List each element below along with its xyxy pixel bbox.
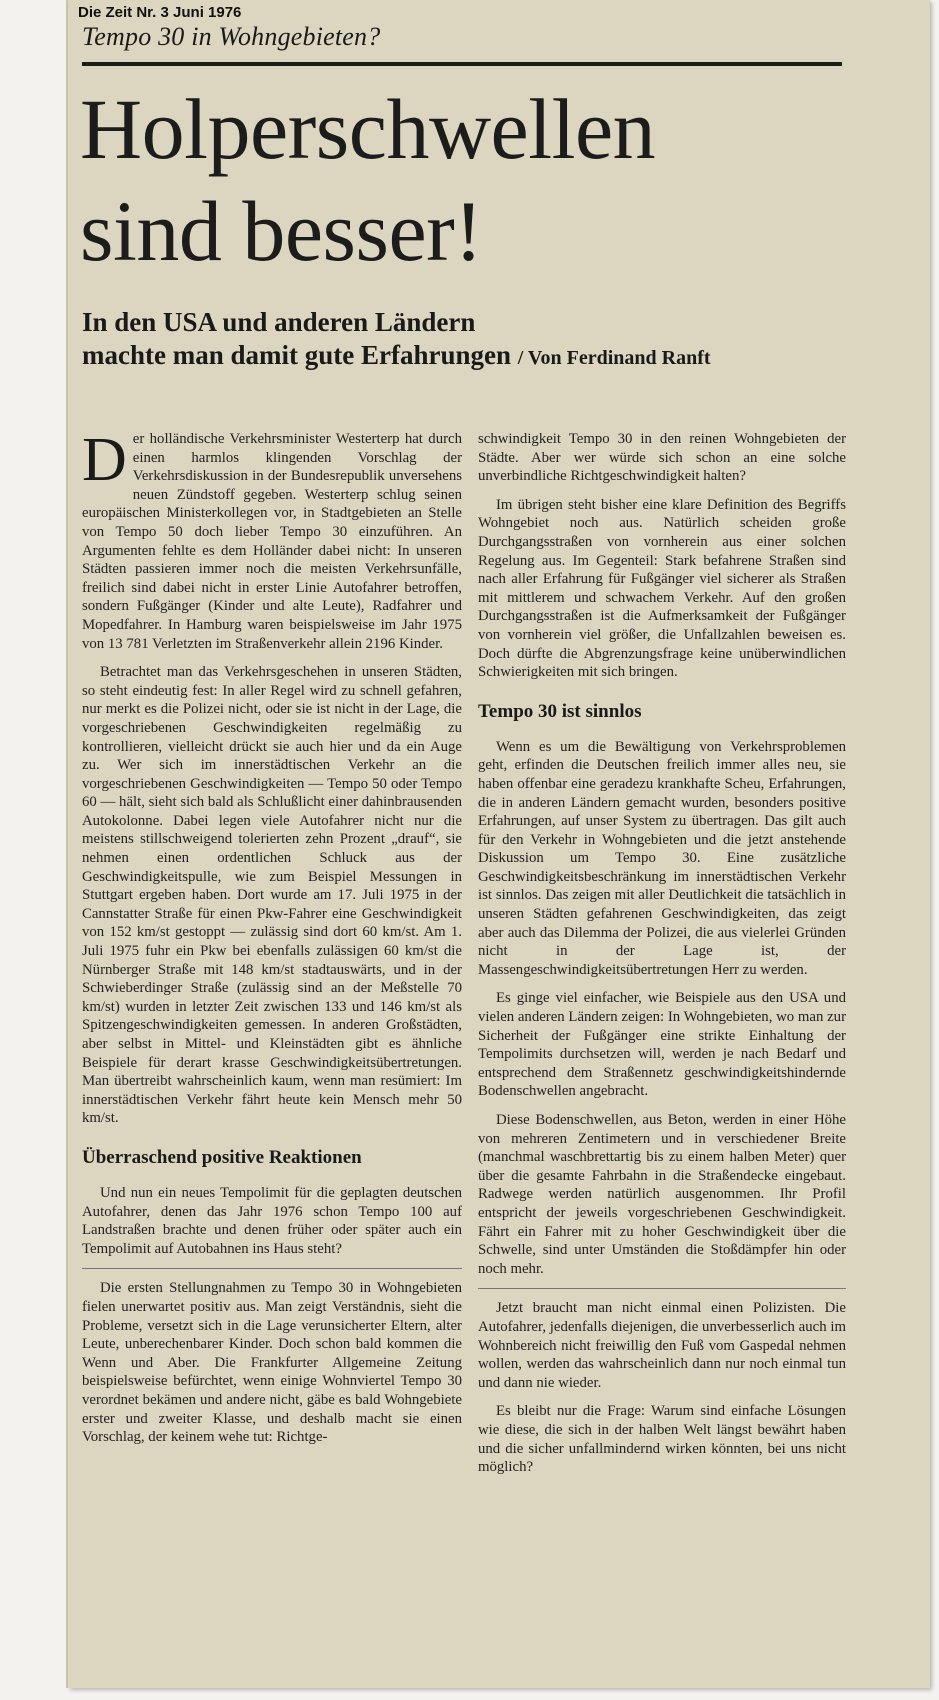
drop-cap: D xyxy=(82,430,127,494)
section-heading: Überraschend positive Reaktionen xyxy=(82,1146,362,1168)
byline: / Von Ferdinand Ranft xyxy=(517,347,711,369)
paragraph: Wenn es um die Bewältigung von Verkehrsproblemen geht, erfinden die Deutschen freilich immer alles neu, sie haben offenbar eine geradezu krankhafte Scheu, Erfahrungen, die in anderen Ländern gemacht wurden, besonders positive Erfahrungen, auf unser System zu übertragen. Das gilt auch für den Verkehr in Wohngebieten und die jetzt anstehende Diskussion um Tempo 30. Eine zusätzliche Geschwindigkeitsbeschränkung im innerstädtischen Verkehr ist sinnlos. Das zeigen mit aller Deutlichkeit die tatsächlich in unseren Städten gefahrenen Geschwindigkeiten, das zeigt aber auch das Dilemma der Polizei, die aus vielerlei Gründen nicht in der Lage ist, der Massengeschwindigkeitsübertretungen Herr zu werden. xyxy=(478,738,846,978)
paragraph: Diese Bodenschwellen, aus Beton, werden in einer Höhe von mehreren Zentimetern und in verschiedener Breite (manchmal waschbrettartig bis zu einem halben Meter) quer über die gesamte Fahrbahn in die Straßendecke eingebaut. Radwege werden natürlich ausgenommen. Ihr Profil entspricht der jeweils vorgeschriebenen Geschwindigkeit. Fährt ein Fahrer mit zu hoher Geschwindigkeit über die Schwelle, sind unter Umständen die Stoßdämpfer hin oder noch mehr. xyxy=(478,1112,846,1277)
section-heading: Tempo 30 ist sinnlos xyxy=(478,700,642,722)
column-1 xyxy=(82,430,462,1670)
paragraph: Im übrigen steht bisher eine klare Definition des Begriffs Wohngebiet noch aus. Natürlich scheiden große Durchgangsstraßen von vornherein aus einer solchen Regelung aus. Im Gegenteil: Stark befahrene Straßen sind nach aller Erfahrung für Fußgänger viel sicherer als Straßen mit mittlerem und schwachem Verkehr. Auf den großen Durchgangsstraßen ist die Aufmerksamkeit der Fußgänger von vornherein viel größer, die Unfallzahlen beweisen es. Doch dürfte die Abgrenzungsfrage keine unüberwindlichen Schwierigkeiten mit sich bringen. xyxy=(478,496,846,681)
subhead-line-2-text: machte man damit gute Erfahrungen xyxy=(82,340,511,370)
headline-line-1: Holperschwellen xyxy=(80,81,656,177)
divider xyxy=(82,1268,462,1269)
source-label: Die Zeit Nr. 3 Juni 1976 xyxy=(78,4,242,21)
top-rule xyxy=(82,62,842,66)
paragraph: Es ginge viel einfacher, wie Beispiele aus den USA und vielen anderen Ländern zeigen: In Wohngebieten, wo man zur Sicherheit der Fußgänger eine strikte Einhaltung der Tempolimits durchsetzen will, werden je nach Bedarf und entsprechend dem Straßennetz geschwindigkeitshindernde Bodenschwellen angebracht. xyxy=(478,990,846,1100)
paragraph-text: er holländische Verkehrsminister Westerterp hat durch einen harmlos klingenden Vorschlag der Verkehrsdiskussion in der Bundesrepublik unversehens neuen Zündstoff gegeben. Westerterp schlug seinen europäischen Ministerkollegen vor, in Stadtgebieten an Stelle von Tempo 50 doch lieber Tempo 30 einzuführen. An Argumenten fehlte es dem Holländer dabei nicht: In unseren Städten passieren immer noch die meisten Verkehrsunfälle, freilich sind dabei nicht in erster Linie Autofahrer betroffen, sondern Fußgänger (Kinder und alte Leute), Radfahrer und Mopedfahrer. In Hamburg waren beispielsweise im Jahr 1975 von 13 781 Verletzten im Straßenverkehr allein 2196 Kinder. xyxy=(82,431,462,652)
column-2 xyxy=(478,430,846,1670)
subhead-line-2 xyxy=(82,339,862,375)
paragraph: Und nun ein neues Tempolimit für die geplagten deutschen Autofahrer, denen das Jahr 1976 schon Tempo 100 auf Landstraßen brachte und denen früher oder später auch ein Tempolimit auf Autobahnen ins Haus steht? xyxy=(82,1184,462,1257)
paragraph: Es bleibt nur die Frage: Warum sind einfache Lösungen wie diese, die sich in der halben Welt längst bewährt haben und die sicher unfallmindernd wirken könnten, bei uns nicht möglich? xyxy=(478,1403,846,1476)
paragraph: Die ersten Stellungnahmen zu Tempo 30 in Wohngebieten fielen unerwartet positiv aus. Man zeigt Verständnis, sieht die Probleme, versetzt sich in die Lage verunsicherter Eltern, alter Leute, unberechenbarer Kinder. Doch schon bald kommen die Wenn und Aber. Die Frankfurter Allgemeine Zeitung beispielsweise befürchtet, wenn einige Wohnviertel Tempo 30 verordnet bekämen und andere nicht, gäbe es bald Wohngebiete erster und zweiter Klasse, und deshalb macht sie einen Vorschlag, der keinem wehe tut: Richtge- xyxy=(82,1280,462,1446)
headline-line-2: sind besser! xyxy=(80,183,483,279)
kicker: Tempo 30 in Wohngebieten? xyxy=(82,22,381,51)
paragraph xyxy=(82,430,462,653)
paragraph: Jetzt braucht man nicht einmal einen Polizisten. Die Autofahrer, jedenfalls diejenigen, die unverbesserlich auch im Wohnbereich nicht freiwillig den Fuß vom Gaspedal nehmen wollen, werden das wahrscheinlich dann nur noch einmal tun und dann nie wieder. xyxy=(478,1300,846,1391)
paragraph: Betrachtet man das Verkehrsgeschehen in unseren Städten, so steht eindeutig fest: In aller Regel wird zu schnell gefahren, nur merkt es die Polizei nicht, oder sie ist nicht in der Lage, die vorgeschriebenen Geschwindigkeiten regelmäßig zu kontrollieren, vielleicht drückt sie auch hier und da ein Auge zu. Wer sich im innerstädtischen Verkehr an die vorgeschriebenen Geschwindigkeiten — Tempo 50 oder Tempo 60 — hält, sieht sich bald als Schlußlicht einer dahinbrausenden Autokolonne. Dabei legen viele Autofahrer nicht nur die meistens stillschweigend tolerierten zehn Prozent „drauf“, sie nehmen einen ordentlichen Schluck aus der Geschwindigkeitspulle, wie zum Beispiel Messungen in Stuttgart ergeben haben. Dort wurde am 17. Juli 1975 in der Cannstatter Straße für einen Pkw-Fahrer eine Geschwindigkeit von 152 km/st gestoppt — zulässig sind dort 60 km/st. Am 1. Juli 1975 fuhr ein Pkw bei ebenfalls zulässigen 60 km/st die Nürnberger Straße mit 148 km/st stadtauswärts, und in der Schwieberdinger Straße (zulässig sind an der Meßstelle 70 km/st) wurden in letzter Zeit zwischen 133 und 146 km/st als Spitzengeschwindigkeiten gemessen. In anderen Großstädten, aber selbst in Mittel- und Kleinstädten gibt es ähnliche Beispiele für derart krasse Geschwindigkeitsübertretungen. Man übertreibt wahrscheinlich kaum, wenn man resümiert: Im innerstädtischen Verkehr fährt heute kein Mensch mehr 50 km/st. xyxy=(82,664,462,1127)
paragraph: schwindigkeit Tempo 30 in den reinen Wohngebieten der Städte. Aber wer würde sich schon an eine solche unverbindliche Richtgeschwindigkeit halten? xyxy=(478,431,846,485)
subheadline xyxy=(82,306,862,375)
divider xyxy=(478,1288,846,1289)
subhead-line-1: In den USA und anderen Ländern xyxy=(82,307,476,337)
headline xyxy=(80,78,860,282)
